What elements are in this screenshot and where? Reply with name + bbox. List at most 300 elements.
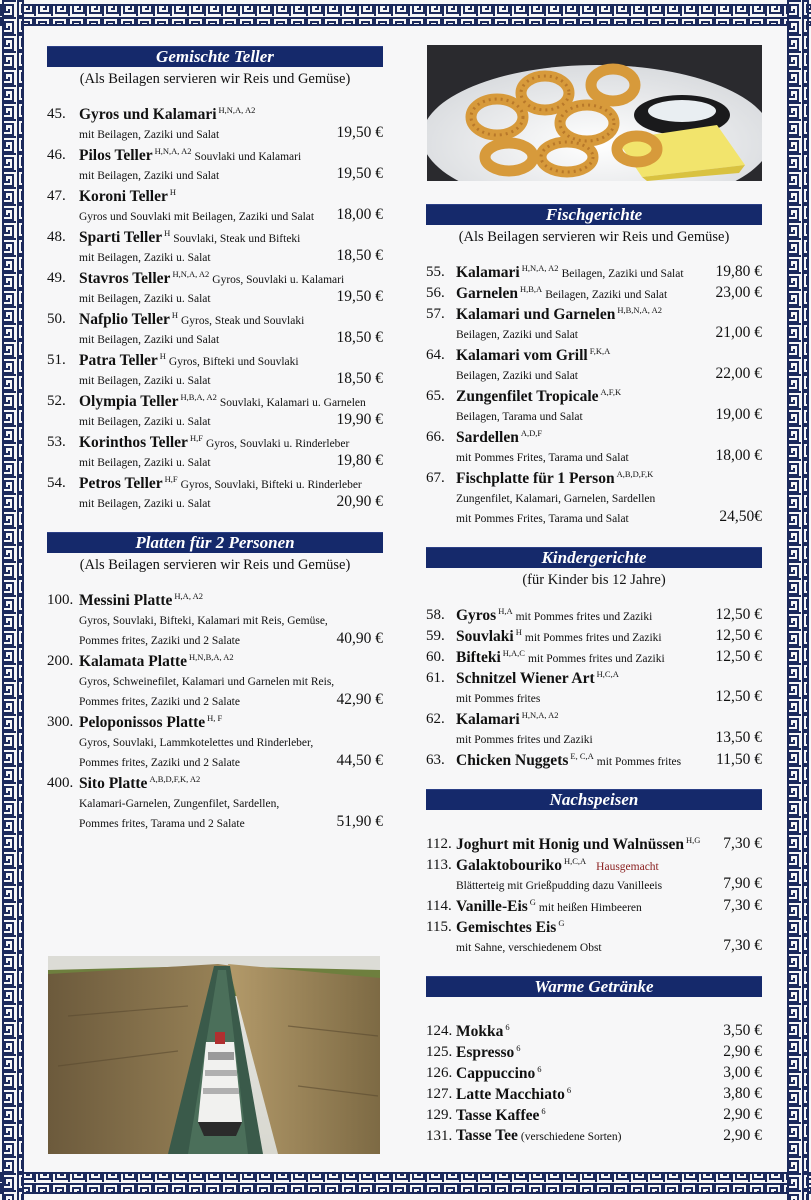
- menu-item: [426, 1042, 762, 1063]
- menu-item: [426, 668, 762, 709]
- allergen-codes: A,F,K: [600, 387, 622, 397]
- section-spacer: [426, 771, 762, 789]
- item-name-text: Nafplio Teller: [79, 311, 170, 328]
- item-name-text: Schnitzel Wiener Art: [456, 670, 595, 687]
- item-name-text: Olympia Teller: [79, 393, 179, 410]
- menu-item: [47, 309, 383, 350]
- allergen-codes: H,N,A, A2: [521, 263, 559, 273]
- menu-item-line: [47, 611, 383, 631]
- menu-item-line: [426, 1063, 762, 1084]
- item-name-text: Kalamata Platte: [79, 653, 188, 670]
- item-price: 19,80 €: [336, 452, 383, 469]
- item-price: 40,90 €: [336, 630, 383, 647]
- item-name-text: Tasse Kaffee: [456, 1107, 540, 1124]
- item-name: [456, 856, 659, 875]
- item-name-text: Garnelen: [456, 285, 518, 302]
- item-description: Kalamari-Garnelen, Zungenfilet, Sardellen,: [79, 798, 280, 810]
- section-spacer: [47, 514, 383, 532]
- item-name: [456, 627, 662, 646]
- section-gap: [426, 589, 762, 605]
- item-description: mit Pommes frites und Zaziki: [515, 611, 653, 623]
- menu-item-line: [47, 672, 383, 692]
- item-name: [456, 469, 653, 488]
- item-number: 64.: [426, 347, 445, 363]
- item-name-text: Mokka: [456, 1023, 504, 1040]
- menu-item: [426, 1105, 762, 1126]
- menu-item-line: [47, 753, 383, 773]
- allergen-codes: H,N,B,A, A2: [189, 652, 234, 662]
- item-name: [79, 228, 300, 247]
- section-spacer: [426, 958, 762, 976]
- item-price: 11,50 €: [716, 751, 762, 768]
- item-price: 18,00 €: [336, 206, 383, 223]
- menu-item-line: [47, 289, 383, 309]
- item-description: Beilagen, Zaziki und Salat: [545, 289, 668, 301]
- item-name-text: Kalamari und Garnelen: [456, 306, 616, 323]
- allergen-codes: H,N,A, A2: [154, 146, 192, 156]
- item-price: 13,50 €: [715, 729, 762, 746]
- menu-item: [47, 773, 383, 834]
- item-description: Gyros, Souvlaki, Bifteki, Kalamari mit Reis, Gemüse,: [79, 615, 328, 627]
- menu-item-line: [426, 283, 762, 304]
- item-number: 126.: [426, 1065, 453, 1081]
- item-price: 19,50 €: [336, 124, 383, 141]
- menu-item: [47, 432, 383, 473]
- item-price: 7,30 €: [723, 937, 762, 954]
- section-title-platten: Platten für 2 Personen: [47, 532, 383, 553]
- item-price: 3,50 €: [723, 1022, 762, 1039]
- item-name: [456, 1064, 542, 1083]
- allergen-codes: H,C,A: [563, 856, 587, 866]
- menu-item: [426, 1063, 762, 1084]
- right-column: [426, 204, 762, 1147]
- item-price: 12,50 €: [715, 688, 762, 705]
- allergen-codes: H,N,A, A2: [172, 269, 210, 279]
- item-description: Gyros, Souvlaki, Lammkotelettes und Rinderleber,: [79, 737, 314, 749]
- menu-item: [426, 468, 762, 529]
- item-price: 23,00 €: [715, 284, 762, 301]
- item-number: 53.: [47, 434, 66, 450]
- item-number: 55.: [426, 264, 445, 280]
- menu-item-line: [426, 345, 762, 366]
- item-description: mit Pommes frites: [596, 756, 682, 768]
- item-name: [456, 305, 662, 324]
- section-title-gemischte-teller: Gemischte Teller: [47, 46, 383, 67]
- item-number: 56.: [426, 285, 445, 301]
- item-price: 2,90 €: [723, 1106, 762, 1123]
- menu-item-line: [47, 733, 383, 753]
- menu-item-line: [47, 125, 383, 145]
- menu-item: [426, 626, 762, 647]
- menu-item-line: [426, 1126, 762, 1147]
- item-description: Pommes frites, Zaziki und 2 Salate: [79, 635, 240, 647]
- item-number: 58.: [426, 607, 445, 623]
- item-number: 65.: [426, 388, 445, 404]
- item-number: 400.: [47, 775, 74, 791]
- menu-item-line: [47, 145, 383, 166]
- item-name: [456, 669, 619, 688]
- item-name: [79, 591, 203, 610]
- item-number: 51.: [47, 352, 66, 368]
- item-name-text: Stavros Teller: [79, 270, 171, 287]
- menu-item-line: [426, 626, 762, 647]
- item-price: 22,00 €: [715, 365, 762, 382]
- menu-item-line: [426, 304, 762, 325]
- menu-item-line: [426, 896, 762, 917]
- item-name-text: Bifteki: [456, 649, 501, 666]
- menu-item: [426, 386, 762, 427]
- item-name: [79, 269, 344, 288]
- item-name: [79, 652, 234, 671]
- item-name-text: Galaktobouriko: [456, 857, 562, 874]
- left-column: [47, 46, 383, 834]
- item-name-text: Zungenfilet Tropicale: [456, 388, 599, 405]
- item-name-text: Vanille-Eis: [456, 898, 528, 915]
- item-name-text: Gemischtes Eis: [456, 919, 557, 936]
- item-name: [456, 751, 681, 770]
- item-number: 45.: [47, 106, 66, 122]
- menu-item-line: [426, 1105, 762, 1126]
- menu-item: [47, 145, 383, 186]
- item-name-text: Joghurt mit Honig und Walnüssen: [456, 836, 684, 853]
- item-name: [79, 105, 255, 124]
- menu-item: [47, 651, 383, 712]
- item-name: [79, 310, 304, 329]
- item-number: 129.: [426, 1107, 453, 1123]
- menu-item: [426, 1084, 762, 1105]
- menu-item: [426, 1021, 762, 1042]
- item-name-text: Chicken Nuggets: [456, 752, 569, 769]
- greek-key-border-left: [0, 0, 26, 1200]
- menu-item: [426, 896, 762, 917]
- item-name: [456, 1106, 546, 1125]
- item-price: 18,50 €: [336, 247, 383, 264]
- item-number: 54.: [47, 475, 66, 491]
- menu-item: [47, 590, 383, 651]
- menu-item: [47, 350, 383, 391]
- item-description: Gyros, Steak und Souvlaki: [181, 315, 305, 327]
- item-price: 12,50 €: [715, 606, 762, 623]
- section-spacer: [426, 529, 762, 547]
- item-description: Gyros, Souvlaki, Bifteki u. Rinderleber: [180, 479, 362, 491]
- item-name-text: Sparti Teller: [79, 229, 163, 246]
- item-name-text: Souvlaki: [456, 628, 514, 645]
- item-name-text: Latte Macchiato: [456, 1086, 565, 1103]
- menu-item-line: [426, 407, 762, 427]
- item-name: [79, 774, 200, 793]
- menu-item-line: [426, 855, 762, 876]
- item-name: [79, 351, 299, 370]
- item-name: [79, 474, 362, 493]
- allergen-codes: H,N,A, A2: [521, 710, 559, 720]
- item-description: mit Beilagen, Zaziki und Salat: [79, 170, 220, 182]
- item-name: [456, 897, 642, 916]
- item-name: [456, 428, 542, 447]
- menu-item-line: [426, 876, 762, 896]
- item-price: 44,50 €: [336, 752, 383, 769]
- menu-item-line: [426, 1084, 762, 1105]
- item-name-text: Petros Teller: [79, 475, 163, 492]
- allergen-codes: H,B,N,A, A2: [617, 305, 662, 315]
- section-gap: [426, 810, 762, 834]
- item-price: 19,50 €: [336, 288, 383, 305]
- item-description: mit Pommes frites: [456, 693, 541, 705]
- menu-item-line: [426, 668, 762, 689]
- item-description: mit Beilagen, Zaziki u. Salat: [79, 293, 211, 305]
- item-name-text: Koroni Teller: [79, 188, 168, 205]
- menu-item-line: [47, 248, 383, 268]
- item-description: Beilagen, Tarama und Salat: [456, 411, 583, 423]
- menu-item-line: [47, 473, 383, 494]
- item-description: mit heißen Himbeeren: [538, 902, 642, 914]
- allergen-codes: G: [529, 897, 536, 907]
- section-gap: [426, 246, 762, 262]
- allergen-codes: 6: [516, 1043, 521, 1053]
- allergen-codes: H: [159, 351, 166, 361]
- allergen-codes: G: [558, 918, 565, 928]
- section-gap: [47, 88, 383, 104]
- item-name: [79, 146, 301, 165]
- item-description: Souvlaki und Kalamari: [194, 151, 302, 163]
- item-number: 131.: [426, 1128, 453, 1144]
- menu-item: [426, 647, 762, 668]
- item-number: 112.: [426, 836, 452, 852]
- item-price: 12,50 €: [715, 648, 762, 665]
- item-name: [79, 433, 349, 452]
- item-description: mit Beilagen, Zaziki und Salat: [79, 334, 220, 346]
- section-title-kindergerichte: Kindergerichte: [426, 547, 762, 568]
- item-description: Gyros, Souvlaki u. Rinderleber: [205, 438, 350, 450]
- allergen-codes: H,A: [498, 606, 513, 616]
- item-description: Beilagen, Zaziki und Salat: [456, 370, 578, 382]
- item-description: mit Beilagen, Zaziki u. Salat: [79, 375, 211, 387]
- item-description: mit Beilagen, Zaziki u. Salat: [79, 416, 211, 428]
- item-number: 113.: [426, 857, 452, 873]
- allergen-codes: H: [171, 310, 178, 320]
- section-title-fischgerichte: Fischgerichte: [426, 204, 762, 225]
- canal-photo: [48, 956, 380, 1154]
- item-name: [456, 835, 700, 854]
- menu-item-line: [47, 692, 383, 712]
- item-name: [456, 1022, 510, 1041]
- menu-item: [426, 262, 762, 283]
- menu-item: [426, 834, 762, 855]
- item-description: mit Pommes Frites, Tarama und Salat: [456, 452, 629, 464]
- allergen-codes: H,G: [685, 835, 701, 845]
- menu-item-line: [47, 712, 383, 733]
- menu-item: [426, 304, 762, 345]
- item-number: 127.: [426, 1086, 453, 1102]
- allergen-codes: 6: [537, 1064, 542, 1074]
- item-price: 19,00 €: [715, 406, 762, 423]
- item-number: 114.: [426, 898, 452, 914]
- item-description: (verschiedene Sorten): [520, 1131, 622, 1143]
- item-description: Souvlaki, Kalamari u. Garnelen: [219, 397, 366, 409]
- item-price: 51,90 €: [336, 813, 383, 830]
- item-number: 115.: [426, 919, 452, 935]
- item-price: 42,90 €: [336, 691, 383, 708]
- item-description: mit Sahne, verschiedenem Obst: [456, 942, 602, 954]
- menu-item-line: [426, 427, 762, 448]
- section-note-fischgerichte: (Als Beilagen servieren wir Reis und Gemüse): [458, 229, 730, 245]
- item-number: 50.: [47, 311, 66, 327]
- menu-item-line: [426, 366, 762, 386]
- item-number: 62.: [426, 711, 445, 727]
- menu-item-line: [47, 453, 383, 473]
- menu-item: [426, 917, 762, 958]
- item-description: mit Pommes frites und Zaziki: [524, 632, 662, 644]
- menu-item-line: [426, 689, 762, 709]
- allergen-codes: A,B,D,F,K, A2: [149, 774, 201, 784]
- menu-item-line: [47, 814, 383, 834]
- greek-key-border-bottom: [0, 1166, 811, 1200]
- allergen-codes: 6: [505, 1022, 510, 1032]
- menu-item-line: [47, 773, 383, 794]
- menu-item: [426, 605, 762, 626]
- menu-item: [47, 712, 383, 773]
- menu-item-line: [47, 207, 383, 227]
- allergen-codes: A,B,D,F,K: [616, 469, 654, 479]
- item-name-text: Kalamari: [456, 711, 520, 728]
- menu-item-line: [426, 730, 762, 750]
- item-description: mit Beilagen, Zaziki u. Salat: [79, 252, 211, 264]
- menu-item-line: [47, 166, 383, 186]
- section-note-kindergerichte: (für Kinder bis 12 Jahre): [522, 572, 666, 588]
- item-description: mit Beilagen, Zaziki u. Salat: [79, 457, 211, 469]
- item-price: 3,80 €: [723, 1085, 762, 1102]
- item-name: [456, 387, 621, 406]
- menu-item-line: [426, 386, 762, 407]
- menu-item-line: [47, 350, 383, 371]
- item-name: [79, 392, 366, 411]
- item-description: mit Pommes frites und Zaziki: [527, 653, 665, 665]
- section-gap: [426, 997, 762, 1021]
- item-description: Zungenfilet, Kalamari, Garnelen, Sardellen: [456, 493, 656, 505]
- item-name-text: Gyros und Kalamari: [79, 106, 217, 123]
- item-price: 18,00 €: [715, 447, 762, 464]
- menu-item-line: [426, 468, 762, 489]
- allergen-codes: E, C,A: [570, 751, 594, 761]
- allergen-codes: A,D,F: [520, 428, 543, 438]
- allergen-codes: H: [515, 627, 522, 637]
- allergen-codes: H, F: [207, 713, 223, 723]
- greek-key-border-right: [785, 0, 811, 1200]
- item-name-text: Gyros: [456, 607, 497, 624]
- menu-item-line: [47, 494, 383, 514]
- item-number: 52.: [47, 393, 66, 409]
- menu-item-line: [47, 794, 383, 814]
- menu-item-line: [47, 227, 383, 248]
- allergen-codes: H,N,A, A2: [218, 105, 256, 115]
- item-name: [456, 606, 652, 625]
- menu-item: [47, 268, 383, 309]
- item-price: 19,50 €: [336, 165, 383, 182]
- menu-item-line: [47, 309, 383, 330]
- section-gap: [47, 574, 383, 590]
- menu-item: [426, 750, 762, 771]
- menu-item-line: [47, 631, 383, 651]
- menu-item: [47, 227, 383, 268]
- item-price: 19,80 €: [715, 263, 762, 280]
- menu-item-line: [426, 1021, 762, 1042]
- item-description: Beilagen, Zaziki und Salat: [456, 329, 578, 341]
- item-name: [456, 284, 667, 303]
- item-name-text: Kalamari vom Grill: [456, 347, 588, 364]
- item-description: Gyros, Schweinefilet, Kalamari und Garnelen mit Reis,: [79, 676, 335, 688]
- allergen-codes: H: [164, 228, 171, 238]
- allergen-codes: H,A, A2: [174, 591, 203, 601]
- item-name: [79, 713, 222, 732]
- item-price: 7,30 €: [723, 897, 762, 914]
- item-description: Pommes frites, Tarama und 2 Salate: [79, 818, 245, 830]
- menu-item: [47, 104, 383, 145]
- item-name: [456, 918, 564, 937]
- item-name-text: Cappuccino: [456, 1065, 536, 1082]
- item-name-text: Sardellen: [456, 429, 519, 446]
- menu-item: [426, 427, 762, 468]
- allergen-codes: 6: [566, 1085, 572, 1095]
- item-number: 124.: [426, 1023, 453, 1039]
- item-description: Pommes frites, Zaziki und 2 Salate: [79, 696, 240, 708]
- menu-item: [426, 855, 762, 896]
- allergen-codes: H,F: [164, 474, 178, 484]
- item-description: Gyros, Souvlaki u. Kalamari: [212, 274, 345, 286]
- item-description: Blätterteig mit Grießpudding dazu Vanilleeis: [456, 880, 663, 892]
- item-name-text: Tasse Tee: [456, 1127, 518, 1144]
- item-price: 2,90 €: [723, 1043, 762, 1060]
- menu-item-line: [426, 647, 762, 668]
- calamari-photo: [427, 45, 762, 181]
- allergen-codes: H,C,A: [596, 669, 619, 679]
- item-number: 61.: [426, 670, 445, 686]
- item-name-text: Kalamari: [456, 264, 520, 281]
- greek-key-border-top: [0, 0, 811, 34]
- item-description: Gyros, Bifteki und Souvlaki: [168, 356, 299, 368]
- item-number: 125.: [426, 1044, 453, 1060]
- item-number: 46.: [47, 147, 66, 163]
- allergen-codes: H: [169, 187, 176, 197]
- item-description: Pommes frites, Zaziki und 2 Salate: [79, 757, 240, 769]
- allergen-codes: H,B,A, A2: [180, 392, 217, 402]
- menu-item-line: [426, 325, 762, 345]
- menu-item: [47, 473, 383, 514]
- section-title-warme-getraenke: Warme Getränke: [426, 976, 762, 997]
- menu-item-line: [426, 938, 762, 958]
- menu-item-line: [47, 651, 383, 672]
- allergen-codes: F,K,A: [589, 346, 611, 356]
- item-number: 59.: [426, 628, 445, 644]
- item-name-text: Espresso: [456, 1044, 515, 1061]
- menu-item-line: [47, 432, 383, 453]
- menu-item-line: [426, 917, 762, 938]
- menu-item: [426, 709, 762, 750]
- item-price: 24,50€: [719, 508, 762, 525]
- menu-item: [426, 1126, 762, 1147]
- menu-item-line: [426, 262, 762, 283]
- item-number: 63.: [426, 752, 445, 768]
- item-name: [456, 1043, 521, 1062]
- section-note-platten: (Als Beilagen servieren wir Reis und Gemüse): [79, 557, 351, 573]
- item-number: 60.: [426, 649, 445, 665]
- homemade-note: Hausgemacht: [596, 861, 659, 873]
- allergen-codes: H,B,A: [520, 284, 543, 294]
- item-name-text: Pilos Teller: [79, 147, 153, 164]
- menu-item-line: [426, 834, 762, 855]
- item-number: 66.: [426, 429, 445, 445]
- menu-item-line: [47, 590, 383, 611]
- menu-item-line: [426, 750, 762, 771]
- section-note-gemischte-teller: (Als Beilagen servieren wir Reis und Gemüse): [79, 71, 351, 87]
